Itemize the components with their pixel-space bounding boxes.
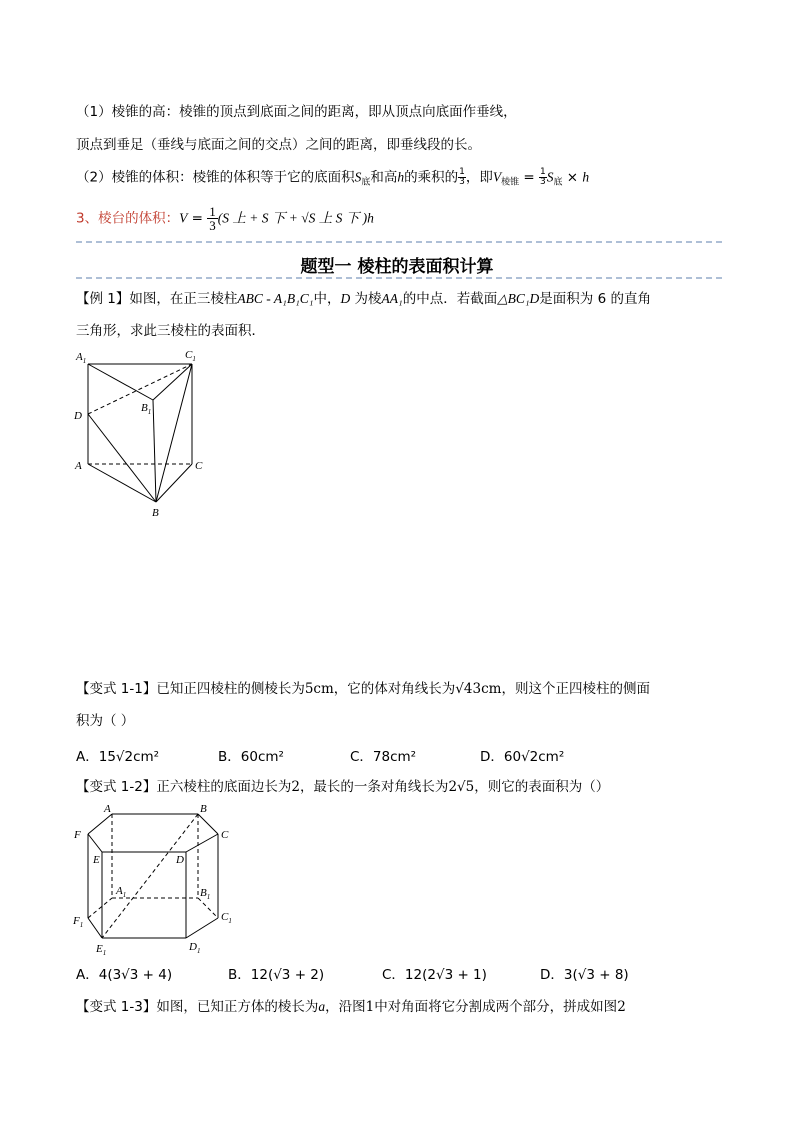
divider-bottom (76, 277, 722, 279)
choice-1-1-c[interactable]: C．78cm² (350, 749, 417, 765)
section-heading: 题型一 棱柱的表面积计算 (300, 257, 494, 277)
label-b1: $B_1$ (200, 887, 211, 901)
variant-1-1-line-1: 【变式 1-1】已知正四棱柱的侧棱长为5cm，它的体对角线长为√43cm，则这个正四棱柱的侧面 (76, 681, 650, 697)
variant-1-1-line-2: 积为（ ） (76, 713, 135, 729)
example-1-line-2: 三角形，求此三棱柱的表面积． (76, 323, 265, 339)
edge-b1b (153, 400, 156, 502)
label-e: E (93, 854, 100, 866)
variant-1-3-line-1: 【变式 1-3】如图，已知正方体的棱长为a，沿图1中对角面将它分割成两个部分，拼成如图2 (76, 999, 626, 1015)
label-b1: $B_1$ (141, 402, 152, 416)
frustum-volume-line: 3、棱台的体积：V = $\frac{1}{3}(S$ 上 + S 下 + √S 上 S 下 )h (76, 204, 374, 233)
label-d: D (74, 410, 82, 422)
variant-1-2-line-1: 【变式 1-2】正六棱柱的底面边长为2，最长的一条对角线长为2√5，则它的表面积为（） (76, 779, 610, 795)
label-c1: $C_1$ (185, 349, 196, 363)
label-f: F (74, 829, 81, 841)
label-a: A (104, 803, 111, 815)
edge-c1b (156, 364, 192, 502)
hexagonal-prism-figure (68, 800, 238, 960)
label-a1: $A_1$ (76, 351, 87, 365)
choice-1-1-d[interactable]: D．60√2cm² (480, 749, 565, 765)
label-a: A (75, 460, 82, 472)
edge-dc1-hidden (88, 364, 192, 414)
label-e1: $E_1$ (96, 943, 107, 957)
choice-1-2-c[interactable]: C．12(2√3 + 1) (382, 967, 487, 983)
divider-top (76, 241, 722, 243)
label-f1: $F_1$ (73, 915, 84, 929)
label-b: B (200, 803, 207, 815)
label-b: B (152, 507, 159, 519)
edge-ab (88, 464, 156, 502)
pyramid-height-line-2: 顶点到垂足（垂线与底面之间的交点）之间的距离，即垂线段的长。 (76, 137, 481, 153)
edge-b1c1 (153, 364, 192, 400)
label-c: C (221, 829, 229, 841)
choice-1-1-b[interactable]: B．60cm² (218, 749, 284, 765)
choice-1-2-b[interactable]: B．12(√3 + 2) (228, 967, 325, 983)
edge-db (88, 414, 156, 502)
choice-1-1-a[interactable]: A．15√2cm² (76, 749, 160, 765)
pyramid-volume-line: （2）棱锥的体积：棱锥的体积等于它的底面积$S_底$和高h的乘积的 $\frac{1}{3}$ ，即$V_{棱锥}$ = $\frac{1}{3}$ $S_底 \times h$ (76, 167, 590, 188)
triangular-prism-figure (68, 344, 208, 519)
choice-1-2-a[interactable]: A．4(3√3 + 4) (76, 967, 173, 983)
choice-1-2-d[interactable]: D．3(√3 + 8) (540, 967, 629, 983)
pyramid-height-line-1: （1）棱锥的高：棱锥的顶点到底面之间的距离，即从顶点向底面作垂线， (76, 104, 517, 120)
label-d1: $D_1$ (189, 941, 201, 955)
label-c1: $C_1$ (221, 911, 232, 925)
example-1-line-1: 【例 1】如图，在正三棱柱ABC - A₁B₁C₁中，D 为棱AA₁的中点．若截面△BC₁D是面积为 6 的直角 (76, 291, 651, 307)
label-a1: $A_1$ (116, 885, 127, 899)
edge-a1b1 (88, 364, 153, 400)
label-c: C (195, 460, 203, 472)
label-d: D (176, 854, 184, 866)
